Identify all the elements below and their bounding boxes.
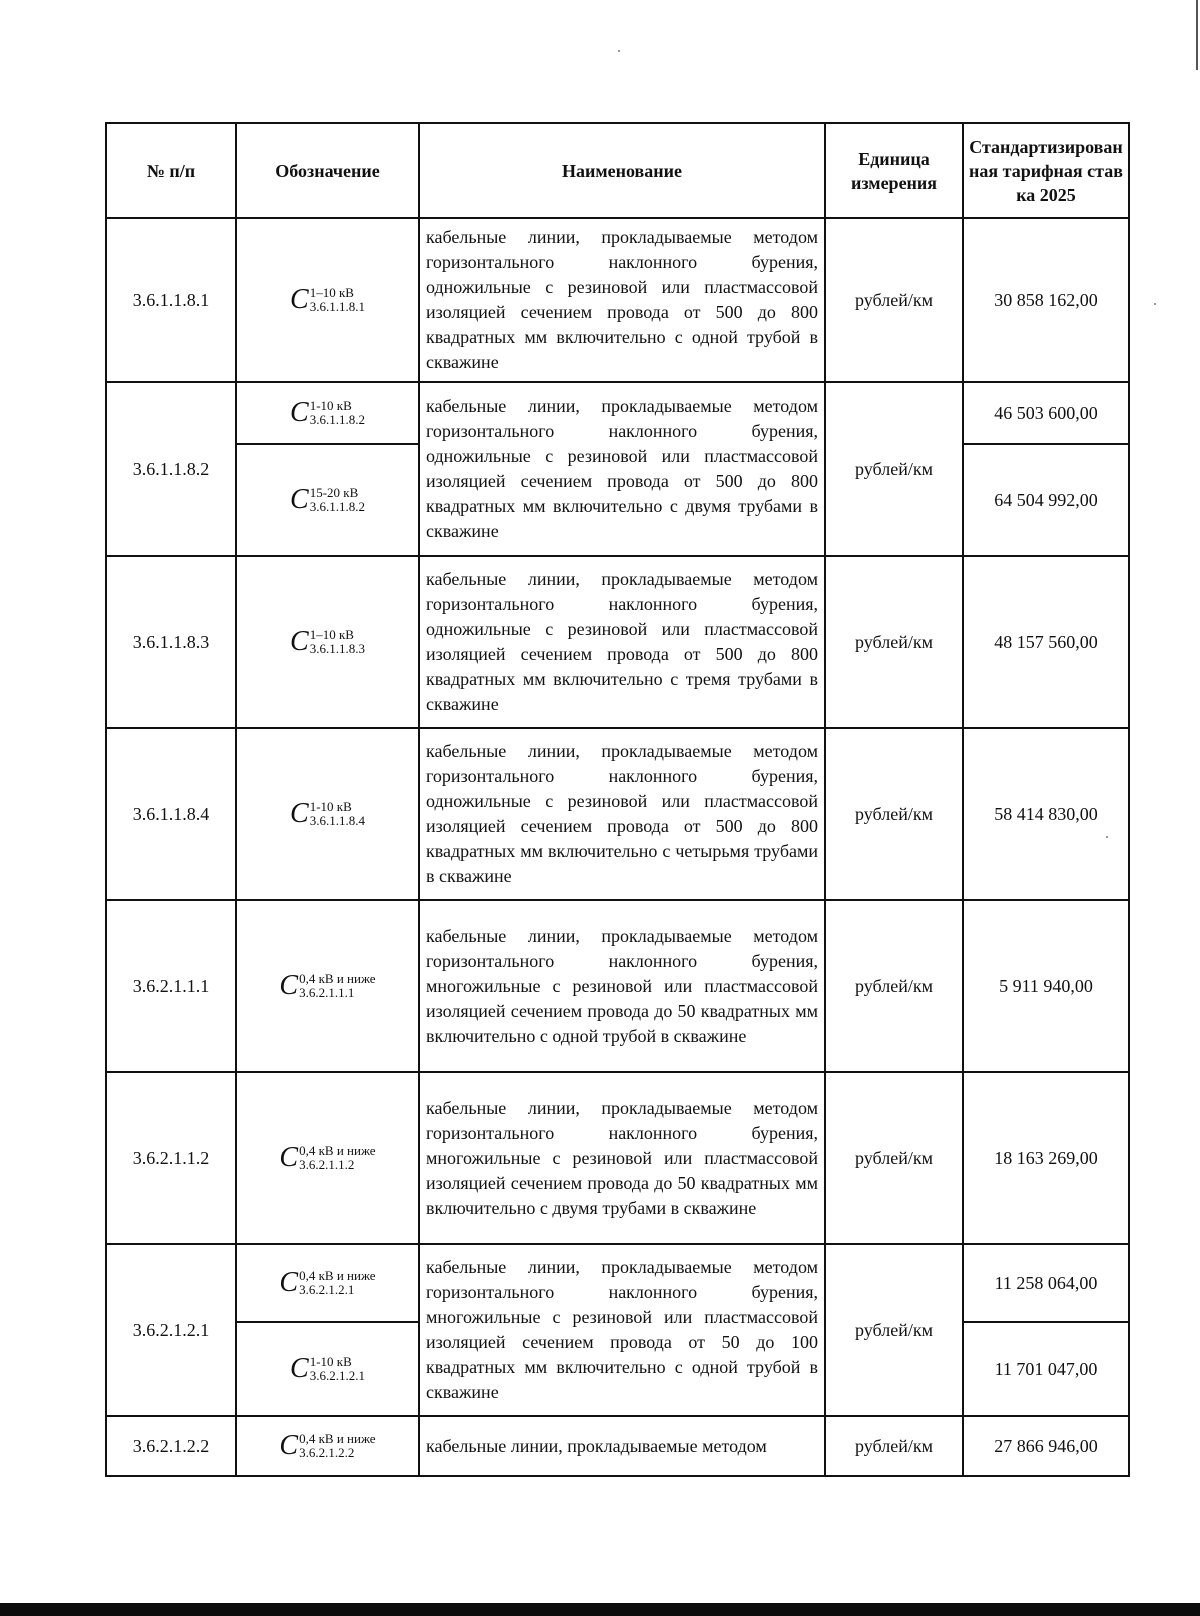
designation-symbol bbox=[290, 800, 365, 828]
rate-cell: 11 701 047,00 bbox=[963, 1322, 1129, 1416]
designation-symbol bbox=[279, 1144, 375, 1172]
rate-cell: 48 157 560,00 bbox=[963, 556, 1129, 728]
scan-speck bbox=[1154, 303, 1156, 305]
row-number: 3.6.1.1.8.2 bbox=[106, 382, 236, 556]
designation-cell bbox=[236, 1322, 419, 1416]
symbol-code: 3.6.2.1.2.1 bbox=[309, 1368, 365, 1383]
designation-symbol bbox=[290, 399, 365, 427]
symbol-code: 3.6.1.1.8.2 bbox=[309, 412, 365, 427]
unit-cell: рублей/км bbox=[825, 556, 963, 728]
item-name: кабельные линии, прокладываемые методом горизонтального наклонного бурения, многожильные с резиновой или пластмассовой изоляцией сечением провода от 50 до 100 квадратных мм включительно с одной трубой в скважине bbox=[419, 1244, 825, 1416]
unit-cell: рублей/км bbox=[825, 1244, 963, 1416]
header-num: № п/п bbox=[106, 123, 236, 218]
designation-symbol bbox=[279, 972, 375, 1000]
symbol-letter: C bbox=[290, 626, 309, 657]
symbol-code: 3.6.2.1.2.1 bbox=[299, 1282, 355, 1297]
rate-cell: 30 858 162,00 bbox=[963, 218, 1129, 382]
designation-cell bbox=[236, 218, 419, 382]
designation-symbol bbox=[290, 486, 365, 514]
header-unit: Единица измерения bbox=[825, 123, 963, 218]
symbol-voltage: 0,4 кВ и ниже bbox=[299, 1431, 376, 1446]
table-row bbox=[106, 382, 1129, 444]
rate-cell: 18 163 269,00 bbox=[963, 1072, 1129, 1244]
symbol-letter: C bbox=[290, 397, 309, 428]
row-number: 3.6.1.1.8.1 bbox=[106, 218, 236, 382]
designation-symbol bbox=[290, 1355, 365, 1383]
table-row bbox=[106, 728, 1129, 900]
rate-cell: 27 866 946,00 bbox=[963, 1416, 1129, 1476]
symbol-voltage: 15-20 кВ bbox=[309, 485, 359, 500]
symbol-letter: C bbox=[279, 970, 299, 1001]
table-body bbox=[106, 218, 1129, 1476]
table-row bbox=[106, 556, 1129, 728]
symbol-voltage: 0,4 кВ и ниже bbox=[299, 1268, 376, 1283]
scan-speck bbox=[618, 50, 620, 52]
item-name: кабельные линии, прокладываемые методом bbox=[419, 1416, 825, 1476]
designation-cell bbox=[236, 900, 419, 1072]
item-name: кабельные линии, прокладываемые методом горизонтального наклонного бурения, одножильные с резиновой или пластмассовой изоляцией сечением провода от 500 до 800 квадратных мм включительно с двумя трубами в скважине bbox=[419, 382, 825, 556]
symbol-letter: C bbox=[290, 284, 309, 315]
item-name: кабельные линии, прокладываемые методом горизонтального наклонного бурения, одножильные с резиновой или пластмассовой изоляцией сечением провода от 500 до 800 квадратных мм включительно с тремя трубами в скважине bbox=[419, 556, 825, 728]
designation-cell bbox=[236, 1416, 419, 1476]
symbol-letter: C bbox=[279, 1267, 299, 1298]
symbol-voltage: 1-10 кВ bbox=[309, 799, 352, 814]
unit-cell: рублей/км bbox=[825, 1072, 963, 1244]
unit-cell: рублей/км bbox=[825, 900, 963, 1072]
unit-cell: рублей/км bbox=[825, 382, 963, 556]
item-name: кабельные линии, прокладываемые методом горизонтального наклонного бурения, многожильные с резиновой или пластмассовой изоляцией сечением провода до 50 квадратных мм включительно с одной трубой в скважине bbox=[419, 900, 825, 1072]
symbol-code: 3.6.1.1.8.1 bbox=[309, 299, 365, 314]
unit-cell: рублей/км bbox=[825, 1416, 963, 1476]
row-number: 3.6.1.1.8.3 bbox=[106, 556, 236, 728]
symbol-code: 3.6.2.1.1.2 bbox=[299, 1157, 355, 1172]
table-row bbox=[106, 1072, 1129, 1244]
symbol-letter: C bbox=[290, 1353, 309, 1384]
rate-cell: 46 503 600,00 bbox=[963, 382, 1129, 444]
symbol-letter: C bbox=[290, 798, 309, 829]
header-designation: Обозначение bbox=[236, 123, 419, 218]
designation-symbol bbox=[290, 286, 365, 314]
symbol-voltage: 1-10 кВ bbox=[309, 398, 352, 413]
row-number: 3.6.2.1.1.1 bbox=[106, 900, 236, 1072]
table-row bbox=[106, 900, 1129, 1072]
row-number: 3.6.2.1.2.2 bbox=[106, 1416, 236, 1476]
symbol-voltage: 1–10 кВ bbox=[309, 627, 354, 642]
symbol-code: 3.6.1.1.8.2 bbox=[309, 499, 365, 514]
designation-cell bbox=[236, 444, 419, 556]
symbol-code: 3.6.2.1.2.2 bbox=[299, 1445, 355, 1460]
symbol-voltage: 1-10 кВ bbox=[309, 1354, 352, 1369]
rate-cell: 5 911 940,00 bbox=[963, 900, 1129, 1072]
symbol-voltage: 0,4 кВ и ниже bbox=[299, 971, 376, 986]
scan-bottom-edge bbox=[0, 1603, 1200, 1616]
designation-cell bbox=[236, 1244, 419, 1322]
symbol-voltage: 0,4 кВ и ниже bbox=[299, 1143, 376, 1158]
symbol-code: 3.6.2.1.1.1 bbox=[299, 985, 355, 1000]
unit-cell: рублей/км bbox=[825, 728, 963, 900]
rate-cell: 11 258 064,00 bbox=[963, 1244, 1129, 1322]
header-name: Наименование bbox=[419, 123, 825, 218]
designation-cell bbox=[236, 382, 419, 444]
designation-symbol bbox=[279, 1269, 375, 1297]
table-row bbox=[106, 1244, 1129, 1322]
rate-cell: 64 504 992,00 bbox=[963, 444, 1129, 556]
tariff-table bbox=[105, 122, 1130, 1477]
scan-speck bbox=[1106, 836, 1108, 838]
designation-cell bbox=[236, 1072, 419, 1244]
item-name: кабельные линии, прокладываемые методом горизонтального наклонного бурения, многожильные с резиновой или пластмассовой изоляцией сечением провода до 50 квадратных мм включительно с двумя трубами в скважине bbox=[419, 1072, 825, 1244]
designation-symbol bbox=[279, 1432, 375, 1460]
header-rate: Стандартизированная тарифная ставка 2025 bbox=[963, 123, 1129, 218]
symbol-voltage: 1–10 кВ bbox=[309, 285, 354, 300]
item-name: кабельные линии, прокладываемые методом горизонтального наклонного бурения, одножильные с резиновой или пластмассовой изоляцией сечением провода от 500 до 800 квадратных мм включительно с одной трубой в скважине bbox=[419, 218, 825, 382]
designation-cell bbox=[236, 728, 419, 900]
unit-cell: рублей/км bbox=[825, 218, 963, 382]
symbol-code: 3.6.1.1.8.4 bbox=[309, 813, 365, 828]
scan-right-edge bbox=[1196, 0, 1198, 70]
table-row bbox=[106, 1416, 1129, 1476]
header-row bbox=[106, 123, 1129, 218]
row-number: 3.6.2.1.1.2 bbox=[106, 1072, 236, 1244]
rate-cell: 58 414 830,00 bbox=[963, 728, 1129, 900]
table-row bbox=[106, 218, 1129, 382]
row-number: 3.6.1.1.8.4 bbox=[106, 728, 236, 900]
designation-symbol bbox=[290, 628, 365, 656]
symbol-letter: C bbox=[279, 1430, 299, 1461]
symbol-letter: C bbox=[279, 1142, 299, 1173]
designation-cell bbox=[236, 556, 419, 728]
item-name: кабельные линии, прокладываемые методом горизонтального наклонного бурения, одножильные с резиновой или пластмассовой изоляцией сечением провода от 500 до 800 квадратных мм включительно с четырьмя трубами в скважине bbox=[419, 728, 825, 900]
symbol-code: 3.6.1.1.8.3 bbox=[309, 641, 365, 656]
row-number: 3.6.2.1.2.1 bbox=[106, 1244, 236, 1416]
symbol-letter: C bbox=[290, 484, 309, 515]
